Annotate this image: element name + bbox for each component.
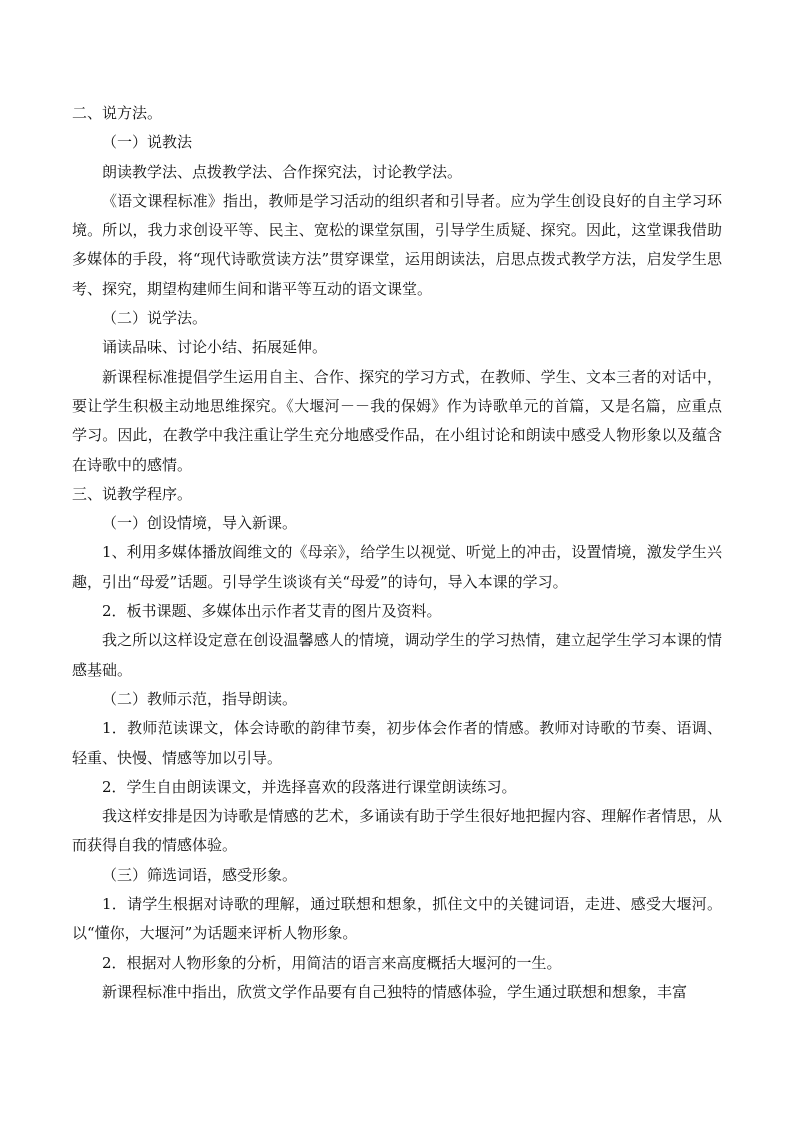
paragraph: 1．教师范读课文，体会诗歌的韵律节奏，初步体会作者的情感。教师对诗歌的节奏、语调、轻重、快慢、情感等加以引导。	[72, 719, 722, 767]
paragraph: 我之所以这样设定意在创设温馨感人的情境，调动学生的学习热情，建立起学生学习本课的情感基础。	[72, 631, 722, 679]
paragraph: 2．根据对人物形象的分析，用简洁的语言来高度概括大堰河的一生。	[102, 953, 562, 972]
paragraph: 1．请学生根据对诗歌的理解，通过联想和想象，抓住文中的关键词语，走进、感受大堰河。以“懂你，大堰河”为话题来评析人物形象。	[72, 895, 722, 943]
paragraph: 2．板书课题、多媒体出示作者艾青的图片及资料。	[102, 602, 442, 621]
paragraph: 《语文课程标准》指出，教师是学习活动的组织者和引导者。应为学生创设良好的自主学习环境。所以，我力求创设平等、民主、宽松的课堂氛围，引导学生质疑、探究。因此，这堂课我借助多媒体的手段，将“现代诗歌赏读方法”贯穿课堂，运用朗读法，启思点拨式教学方法，启发学生思考、探究，期望构建师生间和谐平等互动的语文课堂。	[72, 191, 722, 298]
subsection-heading: （三）筛选词语，感受形象。	[102, 865, 298, 884]
subsection-heading: （一）创设情境，导入新课。	[102, 514, 298, 533]
subsection-heading: （二）教师示范，指导朗读。	[102, 689, 298, 708]
paragraph: 新课程标准中指出，欣赏文学作品要有自己独特的情感体验，学生通过联想和想象，丰富	[102, 982, 688, 1001]
paragraph: 朗读教学法、点拨教学法、合作探究法，讨论教学法。	[102, 162, 463, 181]
section-heading: 三、说教学程序。	[72, 484, 193, 503]
paragraph: 我这样安排是因为诗歌是情感的艺术，多诵读有助于学生很好地把握内容、理解作者情思，从而获得自我的情感体验。	[72, 807, 722, 855]
paragraph: 新课程标准提倡学生运用自主、合作、探究的学习方式，在教师、学生、文本三者的对话中，要让学生积极主动地思维探究。《大堰河－－我的保姆》作为诗歌单元的首篇，又是名篇，应重点学习。因此，在教学中我注重让学生充分地感受作品，在小组讨论和朗读中感受人物形象以及蕴含在诗歌中的感情。	[72, 367, 722, 474]
paragraph: 1、利用多媒体播放阎维文的《母亲》，给学生以视觉、听觉上的冲击，设置情境，激发学生兴趣，引出“母爱”话题。引导学生谈谈有关“母爱”的诗句，导入本课的学习。	[72, 543, 722, 591]
paragraph: 2．学生自由朗读课文，并选择喜欢的段落进行课堂朗读练习。	[102, 777, 517, 796]
subsection-heading: （二）说学法。	[102, 309, 208, 328]
subsection-heading: （一）说教法	[102, 133, 193, 152]
document-page	[72, 99, 722, 1007]
paragraph: 诵读品味、讨论小结、拓展延伸。	[102, 338, 328, 357]
section-heading: 二、说方法。	[72, 104, 163, 122]
